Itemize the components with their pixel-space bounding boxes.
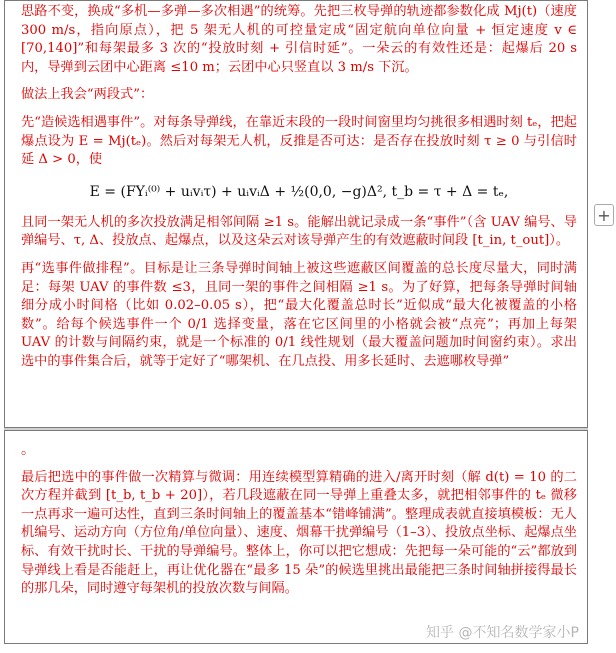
- paragraph-7: 最后把选中的事件做一次精算与微调：用连续模型算精确的进入/离开时刻（解 d(t) = 10 的二次方程并截到 [t_b, t_b + 20]），若几段遮蔽在同一导弹上重叠太多，就把相邻事件的 tₑ 微移一点再求一遍可达性，直到三条时间轴上的覆盖基本“错峰铺满”。整理成表就直接填模板：无人机编号、运动方向（方位角/单位向量）、速度、烟幕干扰弹编号（1–3）、投放点坐标、起爆点坐标、有效干扰时长、干扰的导弹编号。整体上，你可以把它想成：先把每一朵可能的“云”都放到导弹线上看是否能赶上，再让优化器在“最多 15 朵”的候选里挑出最能把三条时间轴拼接得最长的那几朵，同时遵守每架机的投放次数与间隔。: [21, 469, 577, 597]
- paragraph-4: 且同一架无人机的多次投放满足相邻间隔 ≥1 s。能解出就记录成一条“事件”（含 UAV 编号、导弹编号、τ, Δ、投放点、起爆点，以及这朵云对该导弹产生的有效遮蔽时间段 [t_in, t_out]）。: [21, 214, 577, 249]
- answer-page-1: [4, 0, 588, 428]
- formula: E = (FYᵢ⁽⁰⁾ + uᵢvᵢτ) + uᵢvᵢΔ + ½(0,0, −g)Δ², t_b = τ + Δ = tₑ,: [89, 183, 509, 200]
- paragraph-5: 再“选事件做排程”。目标是让三条导弹时间轴上被这些遮蔽区间覆盖的总长度尽量大，同时满足：每架 UAV 的事件数 ≤3，且同一架的事件之间相隔 ≥1 s。为了好算，把每条导弹时间轴细分成小时间格（比如 0.02–0.05 s），把“最大化覆盖总时长”近似成“最大化被覆盖的小格数”。给每个候选事件一个 0/1 选择变量，落在它区间里的小格就会被“点亮”；再加上每架 UAV 的计数与间隔约束，就是一个标准的 0/1 线性规划（最大覆盖问题加时间窗约束）。求出选中的事件集合后，就等于定好了“哪架机、在几点投、用多长延时、去遮哪枚导弹”: [21, 260, 577, 369]
- paragraph-3: 先“造候选相遇事件”。对每条导弹线，在靠近末段的一段时间窗里均匀挑很多相遇时刻 tₑ，把起爆点设为 E = Mj(tₑ)。然后对每架无人机，反推是否可达：是否存在投放时刻 τ ≥ 0 与引信时延 Δ > 0，使: [21, 114, 577, 168]
- answer-page-2: [4, 430, 588, 644]
- watermark: 知乎 @不知名数学家小P: [426, 625, 579, 641]
- expand-button[interactable]: +: [594, 204, 614, 226]
- paragraph-6: 。: [21, 442, 35, 458]
- paragraph-1: 思路不变，换成“多机—多弹—多次相遇”的统筹。先把三枚导弹的轨迹都参数化成 Mj(t)（速度 300 m/s，指向原点），把 5 架无人机的可控量定成“固定航向单位向量 + 恒定速度 v ∈ [70,140]”和每架最多 3 次的“投放时刻 + 引信时延”。一朵云的有效性还是：起爆后 20 s 内，导弹到云团中心距离 ≤10 m；云团中心只竖直以 3 m/s 下沉。: [21, 4, 577, 75]
- paragraph-2: 做法上我会“两段式”：: [21, 87, 154, 103]
